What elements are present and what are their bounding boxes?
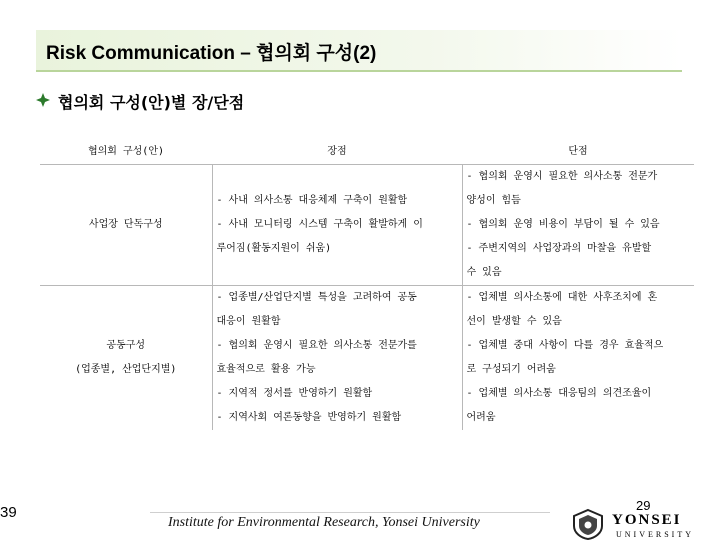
cons-cell (462, 165, 694, 286)
footer-divider (150, 512, 550, 513)
pros-cell (212, 165, 462, 286)
cons-line: - 주변지역의 사업장과의 마찰을 유발할 (466, 243, 652, 254)
slide-title: Risk Communication – 협의회 구성(2) (46, 43, 377, 64)
pros-line: - 사내 모니터링 시스템 구축이 활발하게 이 (216, 219, 423, 230)
table-header-row (40, 140, 694, 165)
header-pros: 장점 (212, 140, 462, 165)
pros-line: - 업종별/산업단지별 특성을 고려하여 공동 (216, 292, 417, 303)
diamond-bullet-icon (36, 93, 50, 111)
cons-line: - 협의회 운영시 필요한 의사소통 전문가 (466, 171, 658, 182)
cons-cell (462, 286, 694, 431)
cons-line: - 업체별 중대 사항이 다를 경우 효율적으 (466, 340, 664, 351)
pros-line: 효율적으로 활용 가능 (216, 364, 316, 375)
logo-wordmark: YONSEI (612, 512, 682, 528)
cons-line: 로 구성되기 어려움 (466, 364, 556, 375)
pros-line: - 사내 의사소통 대응체제 구축이 원활함 (216, 195, 408, 206)
university-seal-icon (570, 508, 606, 540)
cons-line: 양성이 힘듬 (466, 195, 521, 206)
cons-line: - 업체별 의사소통에 대한 사후조치에 혼 (466, 292, 658, 303)
pros-line: - 지역적 정서를 반영하기 원활함 (216, 388, 373, 399)
pros-line: - 지역사회 여론동향을 반영하기 원활함 (216, 412, 402, 423)
option-name: 사업장 단독구성 (88, 219, 163, 230)
subtitle-text: 협의회 구성(안)별 장/단점 (58, 93, 245, 112)
section-subtitle (36, 90, 244, 113)
page-number-left: 39 (0, 504, 17, 521)
logo-subtext: UNIVERSITY (616, 530, 694, 539)
pros-line: - 협의회 운영시 필요한 의사소통 전문가를 (216, 340, 417, 351)
header-cons: 단점 (462, 140, 694, 165)
option-name: 공동구성 (106, 340, 146, 351)
table-row (40, 165, 694, 286)
cons-line: - 업체별 의사소통 대응팀의 의견조율이 (466, 388, 652, 399)
comparison-table (40, 140, 694, 430)
header-option: 협의회 구성(안) (40, 140, 212, 165)
cons-line: 수 있음 (466, 267, 502, 278)
footer-institute: Institute for Environmental Research, Yonsei University (168, 515, 480, 530)
yonsei-logo (566, 508, 716, 540)
pros-line: 루어짐(활동지원이 쉬움) (216, 243, 332, 254)
page-number: 29 (636, 498, 651, 513)
pros-line (217, 261, 462, 285)
option-detail: (업종별, 산업단지별) (75, 364, 177, 375)
cons-line: - 협의회 운영 비용이 부담이 될 수 있음 (466, 219, 660, 230)
pros-line (217, 165, 462, 189)
pros-line: 대응이 원활함 (216, 316, 281, 327)
pros-cell (212, 286, 462, 431)
option-cell (40, 165, 212, 286)
title-bar (36, 30, 682, 72)
table-row (40, 286, 694, 431)
cons-line: 선이 발생할 수 있음 (466, 316, 562, 327)
cons-line: 어려움 (466, 412, 496, 423)
option-cell (40, 286, 212, 431)
